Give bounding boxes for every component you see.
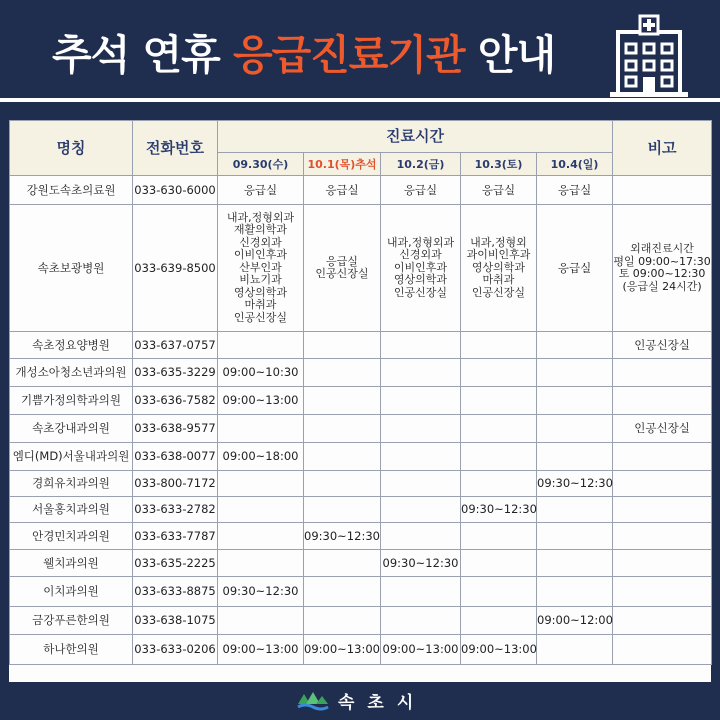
cell-day-3 (381, 497, 461, 523)
cell-day-1 (218, 550, 304, 577)
cell-phone: 033-635-2225 (133, 550, 218, 577)
cell-name: 웰치과의원 (10, 550, 133, 577)
table-row (10, 471, 712, 497)
cell-day-4: 내과,정형외 과이비인후과 영상의학과 마취과 인공신장실 (461, 205, 537, 332)
cell-day-5 (537, 387, 613, 415)
title-part-3: 안내 (464, 31, 556, 79)
cell-day-1: 09:30~12:30 (218, 577, 304, 607)
header-date-1: 09.30(수) (218, 153, 304, 176)
header-date-4: 10.3(토) (461, 153, 537, 176)
footer-city-name: 속초시 (338, 693, 427, 713)
cell-day-5: 응급실 (537, 205, 613, 332)
cell-phone: 033-636-7582 (133, 387, 218, 415)
cell-day-2 (304, 577, 381, 607)
cell-day-3: 응급실 (381, 176, 461, 205)
cell-day-3: 내과,정형외과 신경외과 이비인후과 영상의학과 인공신장실 (381, 205, 461, 332)
cell-phone: 033-638-0077 (133, 443, 218, 471)
table-row (10, 443, 712, 471)
cell-day-1: 09:00~13:00 (218, 635, 304, 665)
hospital-building-icon (610, 14, 688, 98)
table-body (10, 176, 712, 665)
cell-phone: 033-633-0206 (133, 635, 218, 665)
city-logo-icon (296, 690, 330, 712)
cell-day-2 (304, 497, 381, 523)
header-date-3: 10.2(금) (381, 153, 461, 176)
cell-day-4 (461, 359, 537, 387)
cell-day-4 (461, 577, 537, 607)
header-phone: 전화번호 (133, 121, 218, 176)
cell-day-2 (304, 332, 381, 359)
cell-day-5 (537, 577, 613, 607)
cell-phone: 033-637-0757 (133, 332, 218, 359)
cell-name: 강원도속초의료원 (10, 176, 133, 205)
cell-day-3 (381, 443, 461, 471)
table-row (10, 359, 712, 387)
cell-day-2 (304, 387, 381, 415)
cell-note (613, 523, 712, 550)
cell-note (613, 471, 712, 497)
cell-day-4 (461, 471, 537, 497)
cell-day-2 (304, 550, 381, 577)
header-divider (0, 98, 720, 102)
cell-day-2 (304, 359, 381, 387)
cell-day-3 (381, 332, 461, 359)
cell-name: 경희유치과의원 (10, 471, 133, 497)
cell-name: 서울홍치과의원 (10, 497, 133, 523)
cell-note (613, 443, 712, 471)
page-title (52, 22, 555, 81)
cell-day-1: 09:00~13:00 (218, 387, 304, 415)
cell-day-5 (537, 332, 613, 359)
cell-note (613, 550, 712, 577)
cell-note (613, 577, 712, 607)
cell-phone: 033-800-7172 (133, 471, 218, 497)
cell-day-2 (304, 607, 381, 635)
cell-day-3: 09:00~13:00 (381, 635, 461, 665)
cell-day-5 (537, 415, 613, 443)
hospital-table (9, 120, 712, 665)
cell-note (613, 359, 712, 387)
cell-day-5: 응급실 (537, 176, 613, 205)
cell-day-1: 내과,정형외과 재활의학과 신경외과 이비인후과 산부인과 비뇨기과 영상의학과 마취과 인공신장실 (218, 205, 304, 332)
cell-day-2: 응급실 (304, 176, 381, 205)
cell-note (613, 387, 712, 415)
table-row (10, 176, 712, 205)
cell-note (613, 607, 712, 635)
table-row (10, 577, 712, 607)
cell-day-5 (537, 497, 613, 523)
cell-name: 속초보광병원 (10, 205, 133, 332)
header-date-2: 10.1(목)추석 (304, 153, 381, 176)
cell-day-2 (304, 471, 381, 497)
cell-phone: 033-635-3229 (133, 359, 218, 387)
cell-note: 인공신장실 (613, 415, 712, 443)
cell-day-5 (537, 359, 613, 387)
cell-name: 엠디(MD)서울내과의원 (10, 443, 133, 471)
cell-day-4 (461, 415, 537, 443)
cell-name: 이치과의원 (10, 577, 133, 607)
cell-day-5: 09:30~12:30 (537, 471, 613, 497)
header (0, 0, 720, 100)
cell-day-4 (461, 443, 537, 471)
cell-day-1: 09:00~18:00 (218, 443, 304, 471)
table-row (10, 415, 712, 443)
cell-phone: 033-633-8875 (133, 577, 218, 607)
cell-day-4: 응급실 (461, 176, 537, 205)
table-row (10, 607, 712, 635)
cell-day-3 (381, 607, 461, 635)
cell-phone: 033-639-8500 (133, 205, 218, 332)
cell-day-1 (218, 471, 304, 497)
cell-name: 안경민치과의원 (10, 523, 133, 550)
table-row (10, 523, 712, 550)
table-row (10, 205, 712, 332)
table-row (10, 635, 712, 665)
cell-day-1 (218, 332, 304, 359)
cell-day-4 (461, 550, 537, 577)
cell-note: 외래진료시간 평일 09:00~17:30 토 09:00~12:30 (응급실 24시간) (613, 205, 712, 332)
header-hours: 진료시간 (218, 121, 613, 153)
cell-name: 기쁨가정의학과의원 (10, 387, 133, 415)
cell-day-4 (461, 387, 537, 415)
cell-day-2: 09:30~12:30 (304, 523, 381, 550)
table-row (10, 497, 712, 523)
cell-day-4 (461, 332, 537, 359)
cell-day-2: 09:00~13:00 (304, 635, 381, 665)
cell-phone: 033-633-2782 (133, 497, 218, 523)
cell-day-2: 응급실 인공신장실 (304, 205, 381, 332)
table-row (10, 550, 712, 577)
cell-day-5: 09:00~12:00 (537, 607, 613, 635)
cell-day-5 (537, 550, 613, 577)
cell-day-3 (381, 359, 461, 387)
cell-day-2 (304, 415, 381, 443)
cell-name: 금강푸른한의원 (10, 607, 133, 635)
cell-name: 속초강내과의원 (10, 415, 133, 443)
cell-note: 인공신장실 (613, 332, 712, 359)
cell-day-5 (537, 635, 613, 665)
cell-day-3: 09:30~12:30 (381, 550, 461, 577)
cell-note (613, 635, 712, 665)
cell-note (613, 176, 712, 205)
cell-name: 속초정요양병원 (10, 332, 133, 359)
title-highlight: 응급진료기관 (232, 31, 465, 79)
cell-day-3 (381, 387, 461, 415)
table-row (10, 387, 712, 415)
cell-day-4 (461, 607, 537, 635)
table-row (10, 332, 712, 359)
cell-day-1: 응급실 (218, 176, 304, 205)
cell-name: 하나한의원 (10, 635, 133, 665)
cell-phone: 033-633-7787 (133, 523, 218, 550)
cell-day-1 (218, 523, 304, 550)
cell-phone: 033-638-1075 (133, 607, 218, 635)
cell-day-3 (381, 577, 461, 607)
cell-day-5 (537, 523, 613, 550)
cell-phone: 033-638-9577 (133, 415, 218, 443)
cell-phone: 033-630-6000 (133, 176, 218, 205)
cell-day-2 (304, 443, 381, 471)
header-date-5: 10.4(일) (537, 153, 613, 176)
cell-day-3 (381, 471, 461, 497)
header-note: 비고 (613, 121, 712, 176)
cell-day-4: 09:00~13:00 (461, 635, 537, 665)
cell-day-4 (461, 523, 537, 550)
cell-day-1 (218, 607, 304, 635)
cell-day-4: 09:30~12:30 (461, 497, 537, 523)
cell-day-5 (537, 443, 613, 471)
cell-name: 개성소아청소년과의원 (10, 359, 133, 387)
cell-day-3 (381, 523, 461, 550)
title-part-1: 추석 연휴 (52, 31, 233, 79)
cell-note (613, 497, 712, 523)
cell-day-3 (381, 415, 461, 443)
cell-day-1: 09:00~10:30 (218, 359, 304, 387)
cell-day-1 (218, 415, 304, 443)
header-name: 명칭 (10, 121, 133, 176)
cell-day-1 (218, 497, 304, 523)
